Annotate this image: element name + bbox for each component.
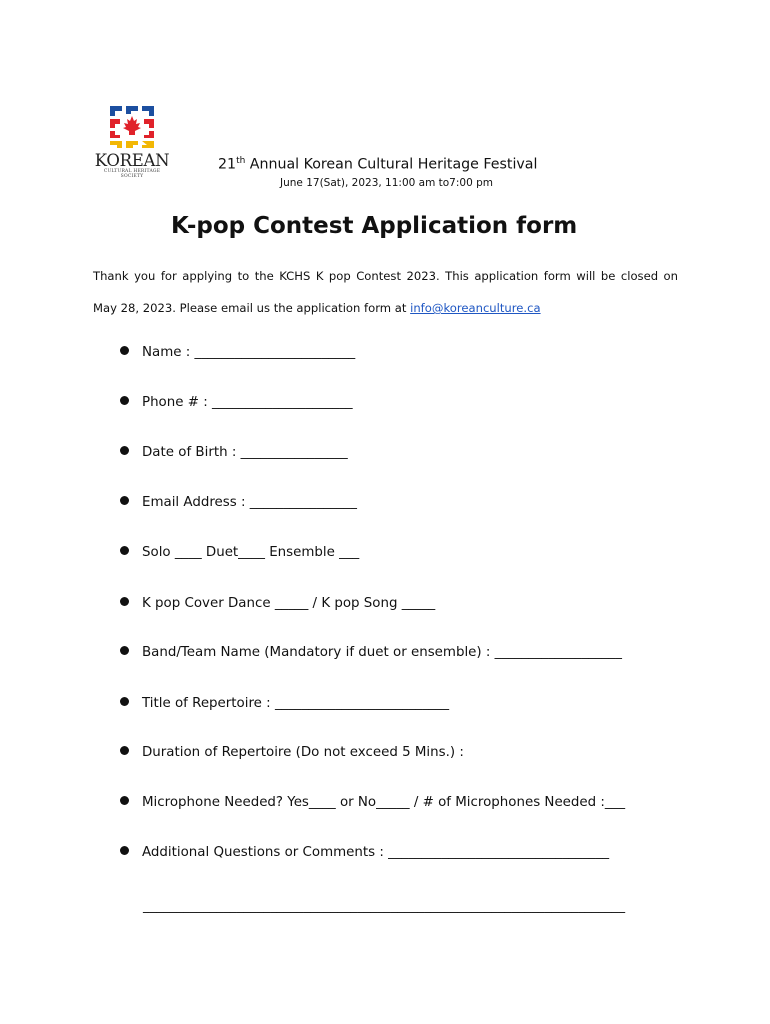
bullet-icon — [120, 546, 129, 555]
intro-paragraph-line-2 — [93, 301, 678, 315]
intro-paragraph-line-1: Thank you for applying to the KCHS K pop Contest 2023. This application form will be closed on — [93, 269, 678, 283]
bullet-icon — [120, 646, 129, 655]
festival-date: June 17(Sat), 2023, 11:00 am to7:00 pm — [280, 177, 493, 189]
field-category[interactable] — [120, 596, 435, 611]
field-label: Date of Birth : ________________ — [142, 445, 348, 460]
field-label: Band/Team Name (Mandatory if duet or ensemble) : ___________________ — [142, 645, 622, 660]
festival-name: Annual Korean Cultural Heritage Festival — [245, 156, 538, 173]
field-label: Phone # : _____________________ — [142, 395, 353, 410]
field-performance-type[interactable] — [120, 545, 359, 560]
society-logo — [92, 104, 172, 179]
bullet-icon — [120, 846, 129, 855]
bullet-icon — [120, 496, 129, 505]
field-repertoire-title[interactable] — [120, 696, 449, 711]
field-name[interactable] — [120, 345, 355, 360]
page-title: K-pop Contest Application form — [171, 213, 578, 239]
field-label: Microphone Needed? Yes____ or No_____ / # of Microphones Needed :___ — [142, 795, 626, 810]
bullet-icon — [120, 746, 129, 755]
bullet-icon — [120, 697, 129, 706]
field-label: Name : ________________________ — [142, 345, 356, 360]
intro-text: May 28, 2023. Please email us the application form at — [93, 301, 411, 315]
festival-number: 21 — [218, 156, 237, 173]
field-phone[interactable] — [120, 395, 353, 410]
field-label: Additional Questions or Comments : _________________________________ — [142, 845, 610, 860]
logo-subtitle: CULTURAL HERITAGE SOCIETY — [103, 169, 161, 179]
email-link[interactable]: info@koreanculture.ca — [410, 301, 541, 315]
field-label: K pop Cover Dance _____ / K pop Song _____ — [142, 596, 436, 611]
field-label: Duration of Repertoire (Do not exceed 5 Mins.) : — [142, 745, 464, 760]
bullet-icon — [120, 597, 129, 606]
field-team-name[interactable] — [120, 645, 622, 660]
field-label: Solo ____ Duet____ Ensemble ___ — [142, 545, 360, 560]
comments-continuation-line[interactable]: ________________________________________________________________________ — [143, 899, 626, 914]
field-label: Email Address : ________________ — [142, 495, 357, 510]
bullet-icon — [120, 396, 129, 405]
field-date-of-birth[interactable] — [120, 445, 348, 460]
bullet-icon — [120, 346, 129, 355]
field-repertoire-duration[interactable] — [120, 745, 464, 760]
field-comments[interactable] — [120, 845, 609, 860]
bullet-icon — [120, 446, 129, 455]
logo-wordmark: KOREAN — [94, 151, 170, 170]
bullet-icon — [120, 796, 129, 805]
field-microphone[interactable] — [120, 795, 625, 810]
field-email-address[interactable] — [120, 495, 357, 510]
festival-heading — [218, 156, 537, 173]
logo-emblem-icon — [108, 104, 156, 150]
festival-ordinal: th — [236, 156, 246, 166]
field-label: Title of Repertoire : __________________________ — [142, 696, 450, 711]
